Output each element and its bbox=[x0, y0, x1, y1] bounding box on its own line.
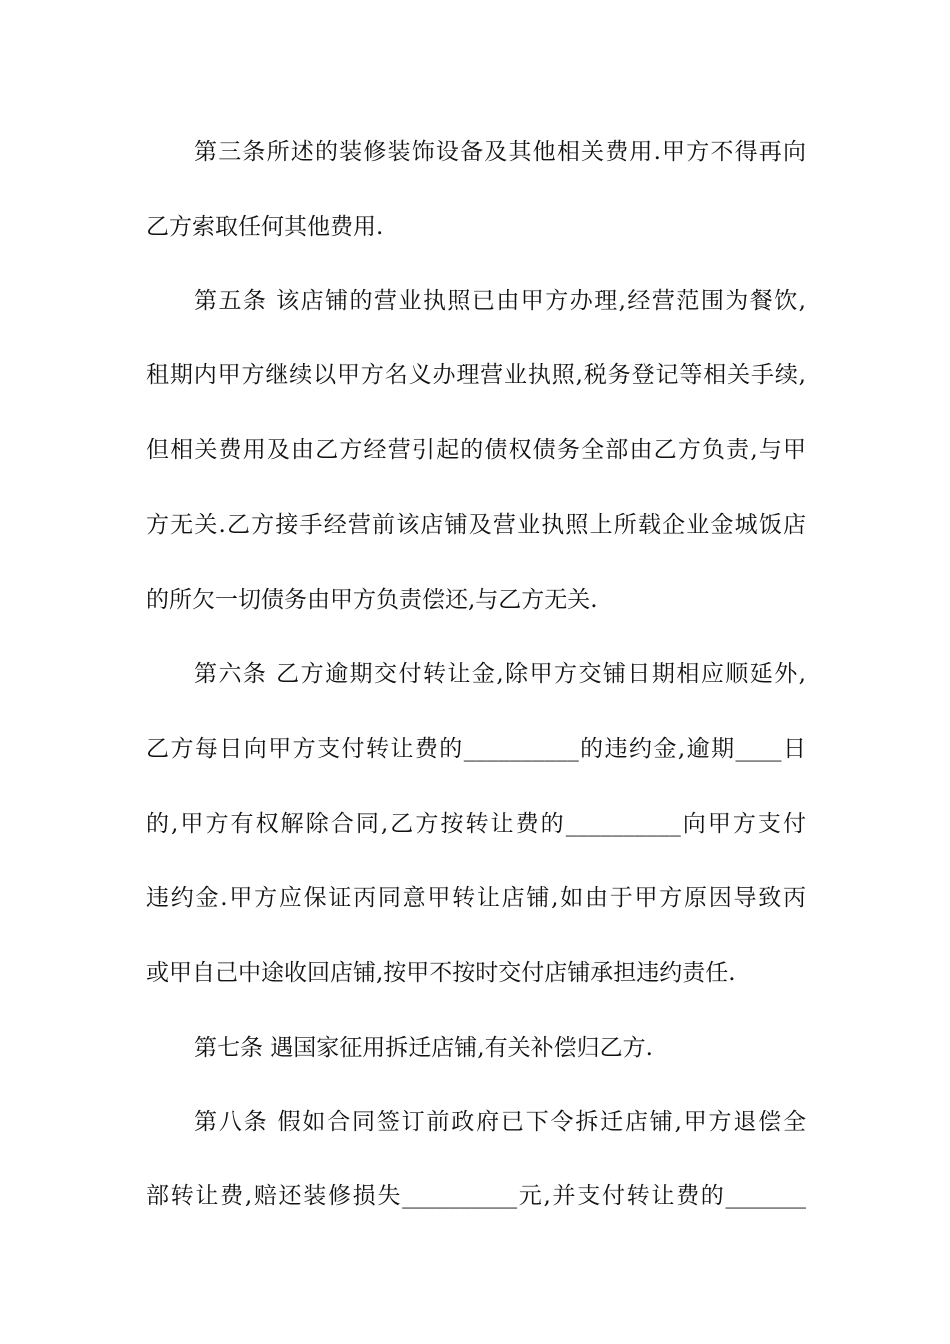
paragraph-line: 的,甲方有权解除合同,乙方按转让费的__________向甲方支付 bbox=[146, 811, 806, 837]
paragraph-line: 部转让费,赔还装修损失__________元,并支付转让费的_______ bbox=[146, 1183, 806, 1209]
paragraph-line: 第三条所述的装修装饰设备及其他相关费用.甲方不得再向 bbox=[194, 139, 806, 165]
paragraph-line: 第六条 乙方逾期交付转让金,除甲方交铺日期相应顺延外, bbox=[194, 661, 806, 687]
paragraph-line: 第五条 该店铺的营业执照已由甲方办理,经营范围为餐饮, bbox=[194, 288, 806, 314]
paragraph-line: 或甲自己中途收回店铺,按甲不按时交付店铺承担违约责任. bbox=[146, 960, 736, 986]
paragraph-line: 的所欠一切债务由甲方负责偿还,与乙方无关. bbox=[146, 587, 598, 613]
paragraph-line: 第八条 假如合同签订前政府已下令拆迁店铺,甲方退偿全 bbox=[194, 1109, 806, 1135]
paragraph-line: 乙方每日向甲方支付转让费的__________的违约金,逾期____日 bbox=[146, 736, 806, 762]
paragraph-line: 方无关.乙方接手经营前该店铺及营业执照上所载企业金城饭店 bbox=[146, 512, 806, 538]
paragraph-line: 但相关费用及由乙方经营引起的债权债务全部由乙方负责,与甲 bbox=[146, 437, 806, 463]
paragraph-line: 租期内甲方继续以甲方名义办理营业执照,税务登记等相关手续, bbox=[146, 362, 806, 388]
paragraph-line: 违约金.甲方应保证丙同意甲转让店铺,如由于甲方原因导致丙 bbox=[146, 885, 806, 911]
paragraph-line: 乙方索取任何其他费用. bbox=[146, 214, 384, 240]
paragraph-line: 第七条 遇国家征用拆迁店铺,有关补偿归乙方. bbox=[194, 1035, 653, 1061]
